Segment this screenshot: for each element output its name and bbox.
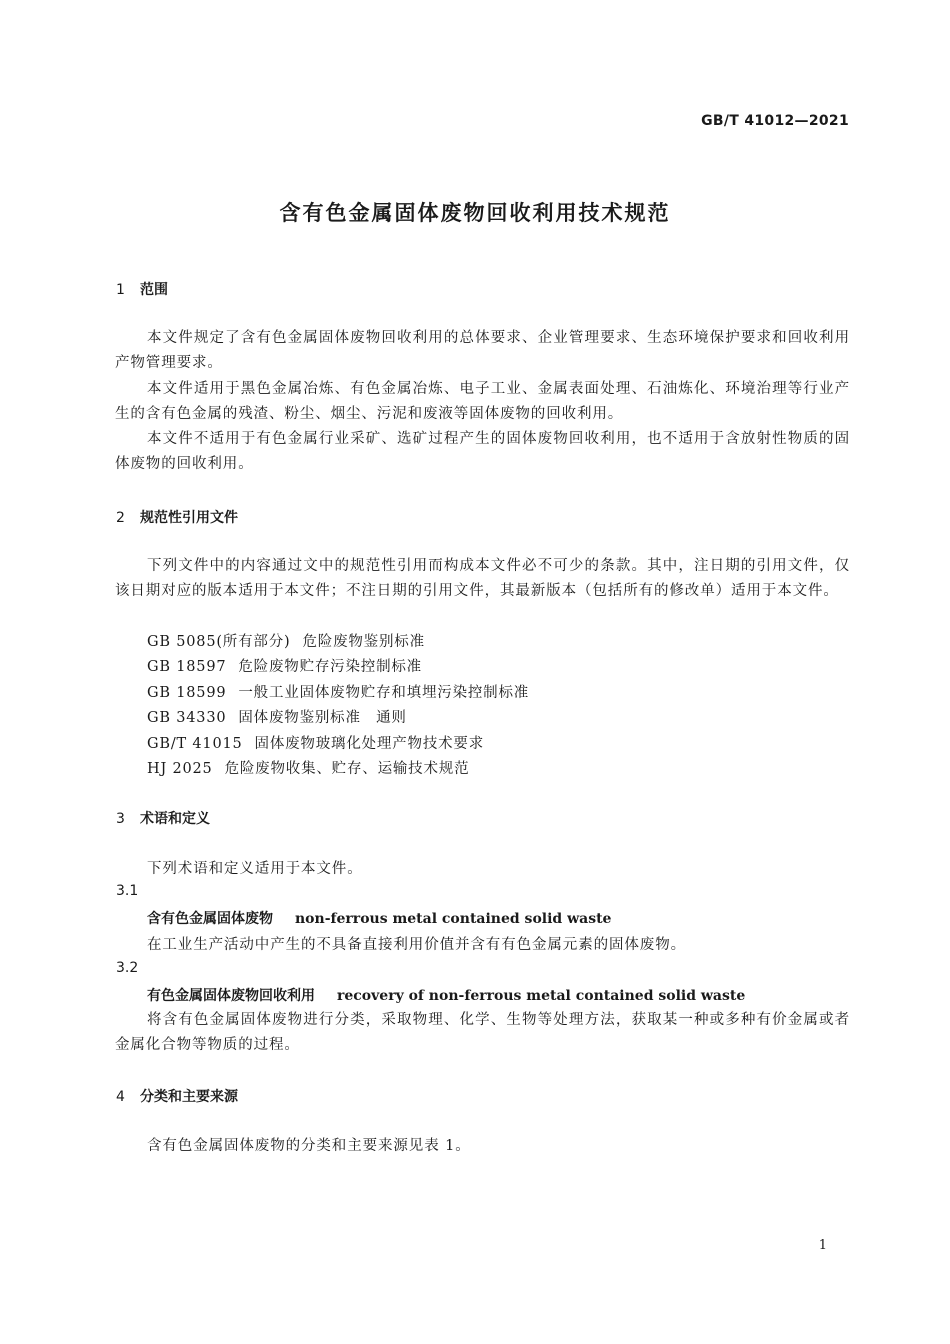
- section-number: 3: [116, 811, 125, 827]
- term-zh: 有色金属固体废物回收利用: [147, 988, 315, 1004]
- reference-title: 危险废物鉴别标准: [302, 634, 425, 650]
- section-heading-classification: [116, 1086, 238, 1106]
- reference-item: [147, 681, 529, 702]
- section-heading-terms: [116, 808, 210, 828]
- reference-title: 一般工业固体废物贮存和填埋污染控制标准: [238, 685, 530, 701]
- reference-item: [147, 757, 469, 778]
- section-number: 2: [116, 510, 125, 526]
- paragraph: 下列文件中的内容通过文中的规范性引用而构成本文件必不可少的条款。其中，注日期的引用文件，仅该日期对应的版本适用于本文件；不注日期的引用文件，其最新版本（包括所有的修改单）适用于本文件。: [115, 558, 850, 599]
- terms-intro: 下列术语和定义适用于本文件。: [147, 861, 363, 877]
- term-zh: 含有色金属固体废物: [147, 911, 273, 927]
- paragraph: 本文件不适用于有色金属行业采矿、选矿过程产生的固体废物回收利用，也不适用于含放射性物质的固体废物的回收利用。: [115, 431, 850, 472]
- reference-item: [147, 630, 425, 651]
- term-definition: 在工业生产活动中产生的不具备直接利用价值并含有有色金属元素的固体废物。: [147, 937, 686, 953]
- section-number: 4: [116, 1089, 125, 1105]
- section-number: 1: [116, 282, 125, 298]
- clause-number: 3.2: [116, 960, 139, 976]
- reference-item: [147, 655, 422, 676]
- paragraph: 含有色金属固体废物的分类和主要来源见表 1。: [147, 1138, 471, 1154]
- section-heading-scope: [116, 279, 168, 299]
- paragraph: 本文件规定了含有色金属固体废物回收利用的总体要求、企业管理要求、生态环境保护要求和回收利用产物管理要求。: [115, 330, 850, 371]
- reference-title: 固体废物鉴别标准 通则: [238, 710, 407, 726]
- term-en: non-ferrous metal contained solid waste: [295, 911, 612, 927]
- reference-title: 固体废物玻璃化处理产物技术要求: [254, 736, 485, 752]
- term-en: recovery of non-ferrous metal contained solid waste: [337, 988, 746, 1004]
- section-title: 规范性引用文件: [140, 510, 238, 526]
- term-entry: [147, 985, 745, 1005]
- section-title: 术语和定义: [140, 811, 210, 827]
- standard-number: GB/T 41012—2021: [701, 113, 849, 129]
- reference-code: GB 18597: [147, 659, 227, 675]
- reference-item: [147, 706, 407, 727]
- section-title: 范围: [140, 282, 168, 298]
- reference-code: GB/T 41015: [147, 736, 243, 752]
- paragraph: 本文件适用于黑色金属冶炼、有色金属冶炼、电子工业、金属表面处理、石油炼化、环境治理等行业产生的含有色金属的残渣、粉尘、烟尘、污泥和废液等固体废物的回收利用。: [115, 381, 850, 422]
- clause-number: 3.1: [116, 883, 139, 899]
- reference-code: GB 34330: [147, 710, 227, 726]
- reference-item: [147, 732, 484, 753]
- reference-code: GB 5085(所有部分): [147, 634, 291, 650]
- page-number: 1: [818, 1238, 827, 1253]
- reference-title: 危险废物收集、贮存、运输技术规范: [224, 761, 470, 777]
- document-title: 含有色金属固体废物回收利用技术规范: [279, 201, 671, 225]
- term-definition: 将含有色金属固体废物进行分类，采取物理、化学、生物等处理方法，获取某一种或多种有价金属或者金属化合物等物质的过程。: [115, 1012, 850, 1053]
- reference-code: GB 18599: [147, 685, 227, 701]
- reference-code: HJ 2025: [147, 761, 213, 777]
- term-entry: [147, 908, 611, 928]
- section-title: 分类和主要来源: [140, 1089, 238, 1105]
- section-heading-normative-references: [116, 507, 238, 527]
- reference-title: 危险废物贮存污染控制标准: [238, 659, 422, 675]
